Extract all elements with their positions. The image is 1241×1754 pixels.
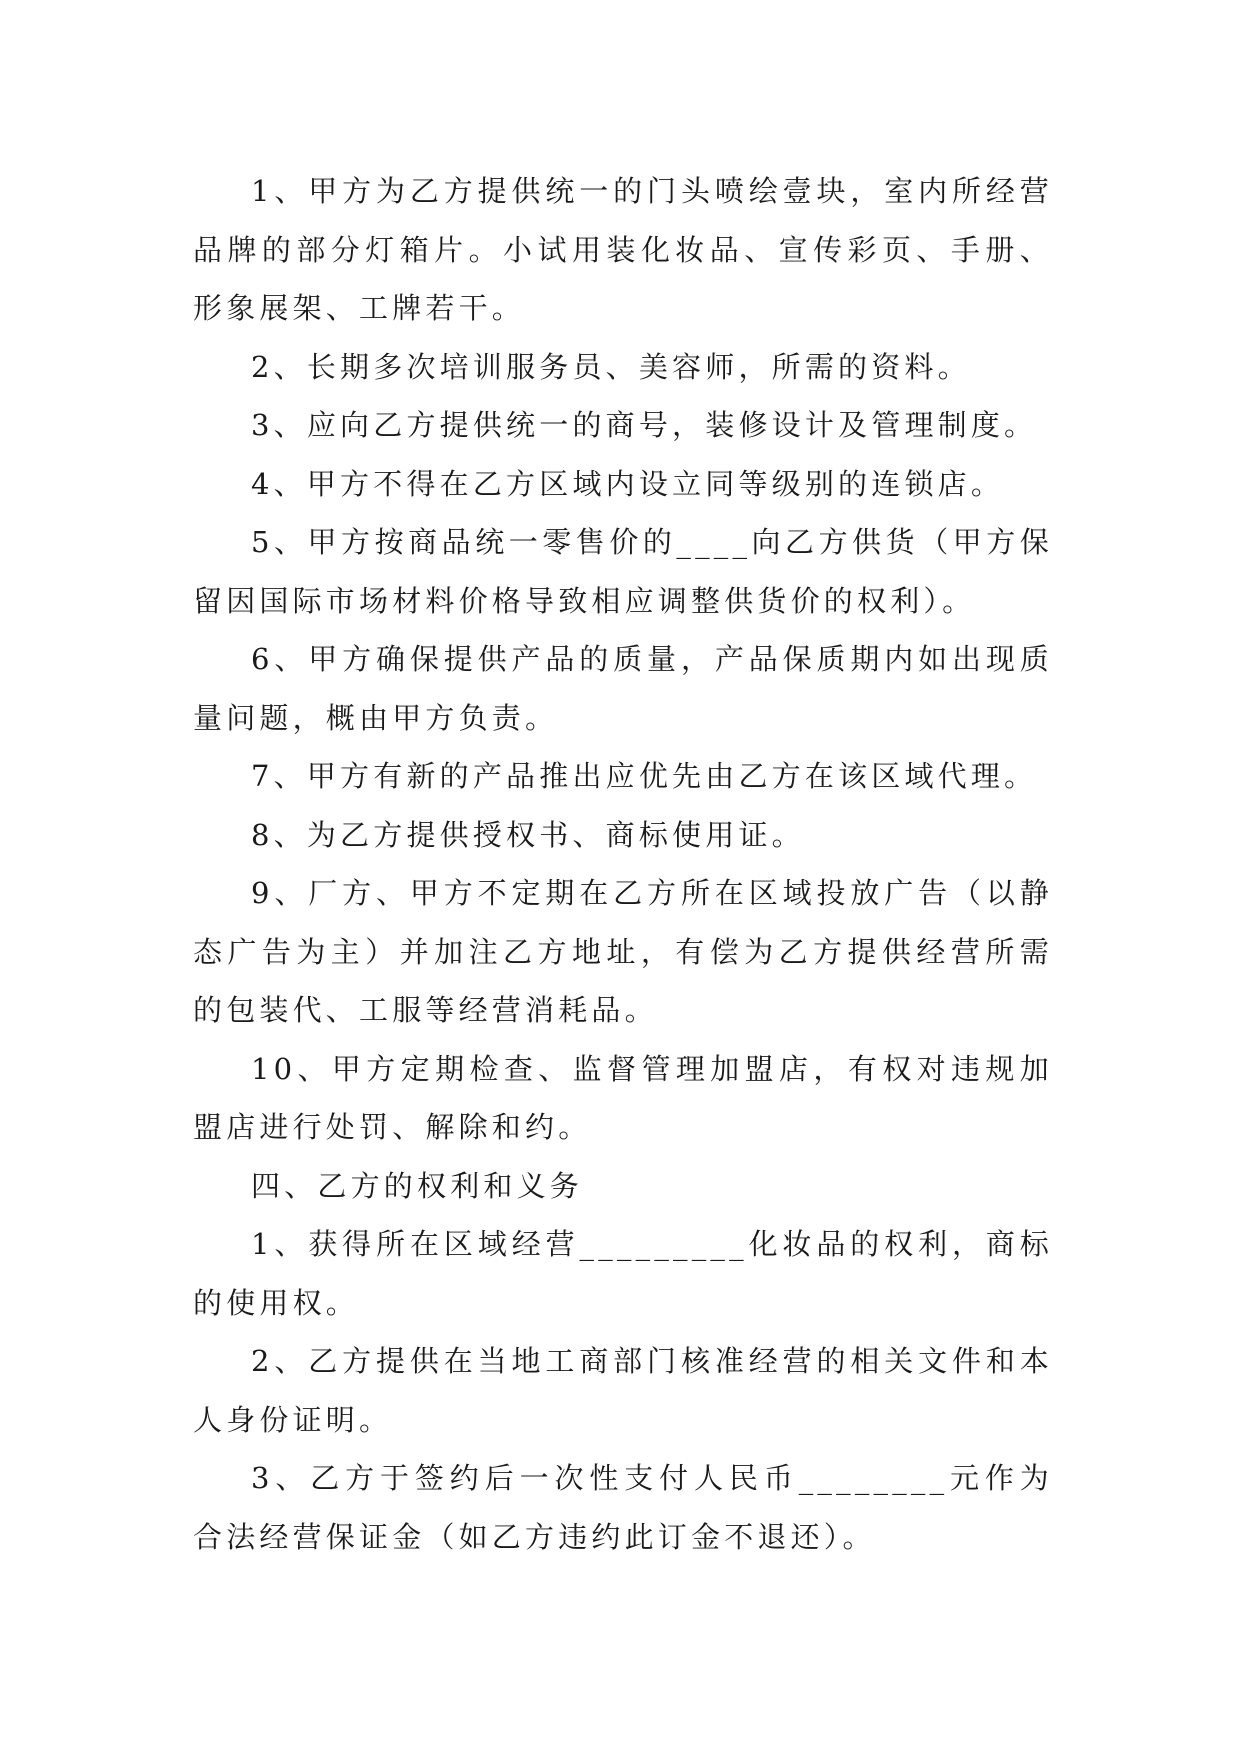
paragraph-party-a-7: 7、甲方有新的产品推出应优先由乙方在该区域代理。 (251, 759, 1038, 793)
paragraph-party-a-5: 5、甲方按商品统一零售价的____向乙方供货（甲方保留因国际市场材料价格导致相应调整供货价的权利）。 (193, 525, 1053, 618)
paragraph-party-a-4: 4、甲方不得在乙方区域内设立同等级别的连锁店。 (251, 466, 1005, 501)
paragraph-party-a-2: 2、长期多次培训服务员、美容师，所需的资料。 (251, 349, 971, 384)
paragraph-party-a-3: 3、应向乙方提供统一的商号，装修设计及管理制度。 (251, 408, 1038, 442)
paragraph-party-b-2: 2、乙方提供在当地工商部门核准经营的相关文件和本人身份证明。 (193, 1344, 1053, 1437)
paragraph-party-a-9: 9、厂方、甲方不定期在乙方所在区域投放广告（以静态广告为主）并加注乙方地址，有偿为乙方提供经营所需的包装代、工服等经营消耗品。 (193, 876, 1053, 1027)
paragraph-party-b-3: 3、乙方于签约后一次性支付人民币________元作为合法经营保证金（如乙方违约此订金不退还）。 (193, 1461, 1053, 1554)
section-heading: 四、乙方的权利和义务 (251, 1168, 584, 1203)
paragraph-party-a-1: 1、甲方为乙方提供统一的门头喷绘壹块，室内所经营品牌的部分灯箱片。小试用装化妆品、宣传彩页、手册、形象展架、工牌若干。 (193, 174, 1053, 325)
paragraph-party-a-6: 6、甲方确保提供产品的质量，产品保质期内如出现质量问题，概由甲方负责。 (193, 642, 1053, 735)
paragraph-party-b-1: 1、获得所在区域经营_________化妆品的权利，商标的使用权。 (193, 1227, 1053, 1320)
paragraph-party-a-10: 10、甲方定期检查、监督管理加盟店，有权对违规加盟店进行处罚、解除和约。 (193, 1051, 1053, 1144)
paragraph-party-a-8: 8、为乙方提供授权书、商标使用证。 (251, 817, 805, 852)
document-page (193, 162, 1053, 1566)
